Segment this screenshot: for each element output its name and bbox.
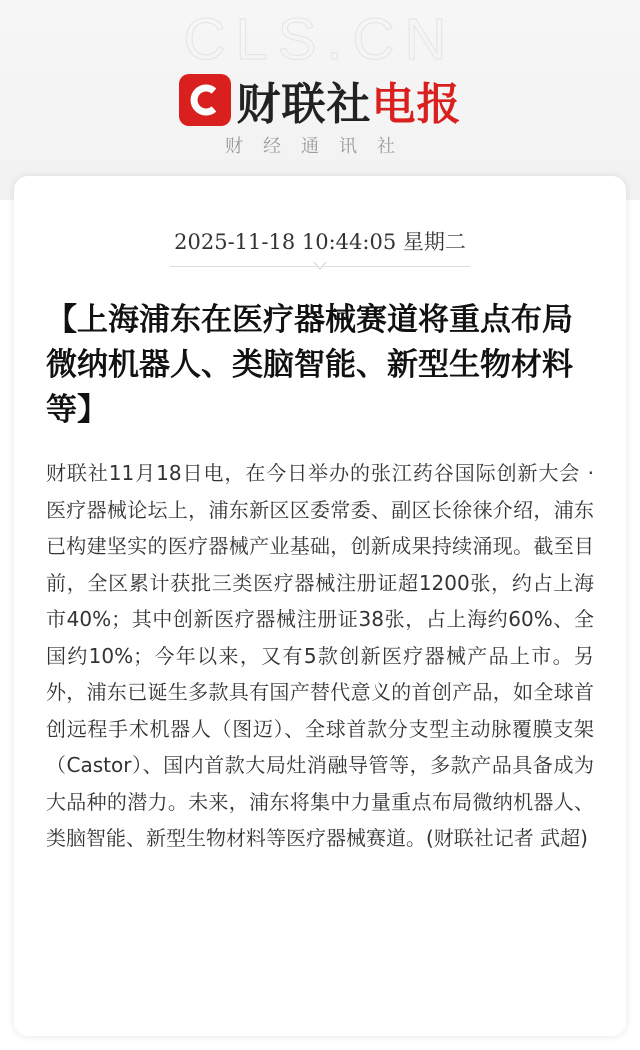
date-divider-notch — [313, 262, 327, 270]
header-banner — [0, 0, 640, 200]
tagline: 财经通讯社 — [225, 136, 415, 157]
logo-c-icon — [179, 74, 231, 126]
brand-name — [237, 68, 462, 132]
brand-name-black: 财联社 — [236, 79, 372, 130]
article-body: 财联社11月18日电，在今日举办的张江药谷国际创新大会 · 医疗器械论坛上，浦东新区区委常委、副区长徐徕介绍，浦东已构建坚实的医疗器械产业基础，创新成果持续涌现。截至目前，全区累计获批三类医疗器械注册证超1200张，约占上海市40%；其中创新医疗器械注册证38张，占上海约60%、全国约10%；今年以来，又有5款创新医疗器械产品上市。另外，浦东已诞生多款具有国产替代意义的首创产品，如全球首创远程手术机器人（图迈）、全球首款分支型主动脉覆膜支架（Castor）、国内首款大局灶消融导管等，多款产品具备成为大品种的潜力。未来，浦东将集中力量重点布局微纳机器人、类脑智能、新型生物材料等医疗器械赛道。(财联社记者 武超) — [46, 461, 594, 850]
brand-name-red: 电报 — [371, 79, 462, 130]
watermark: CLS.CN — [183, 7, 457, 72]
article-datetime: 2025-11-18 10:44:05 星期二 — [174, 230, 466, 254]
article-title: 【上海浦东在医疗器械赛道将重点布局微纳机器人、类脑智能、新型生物材料等】 — [46, 302, 573, 428]
brand-logo — [0, 68, 640, 132]
